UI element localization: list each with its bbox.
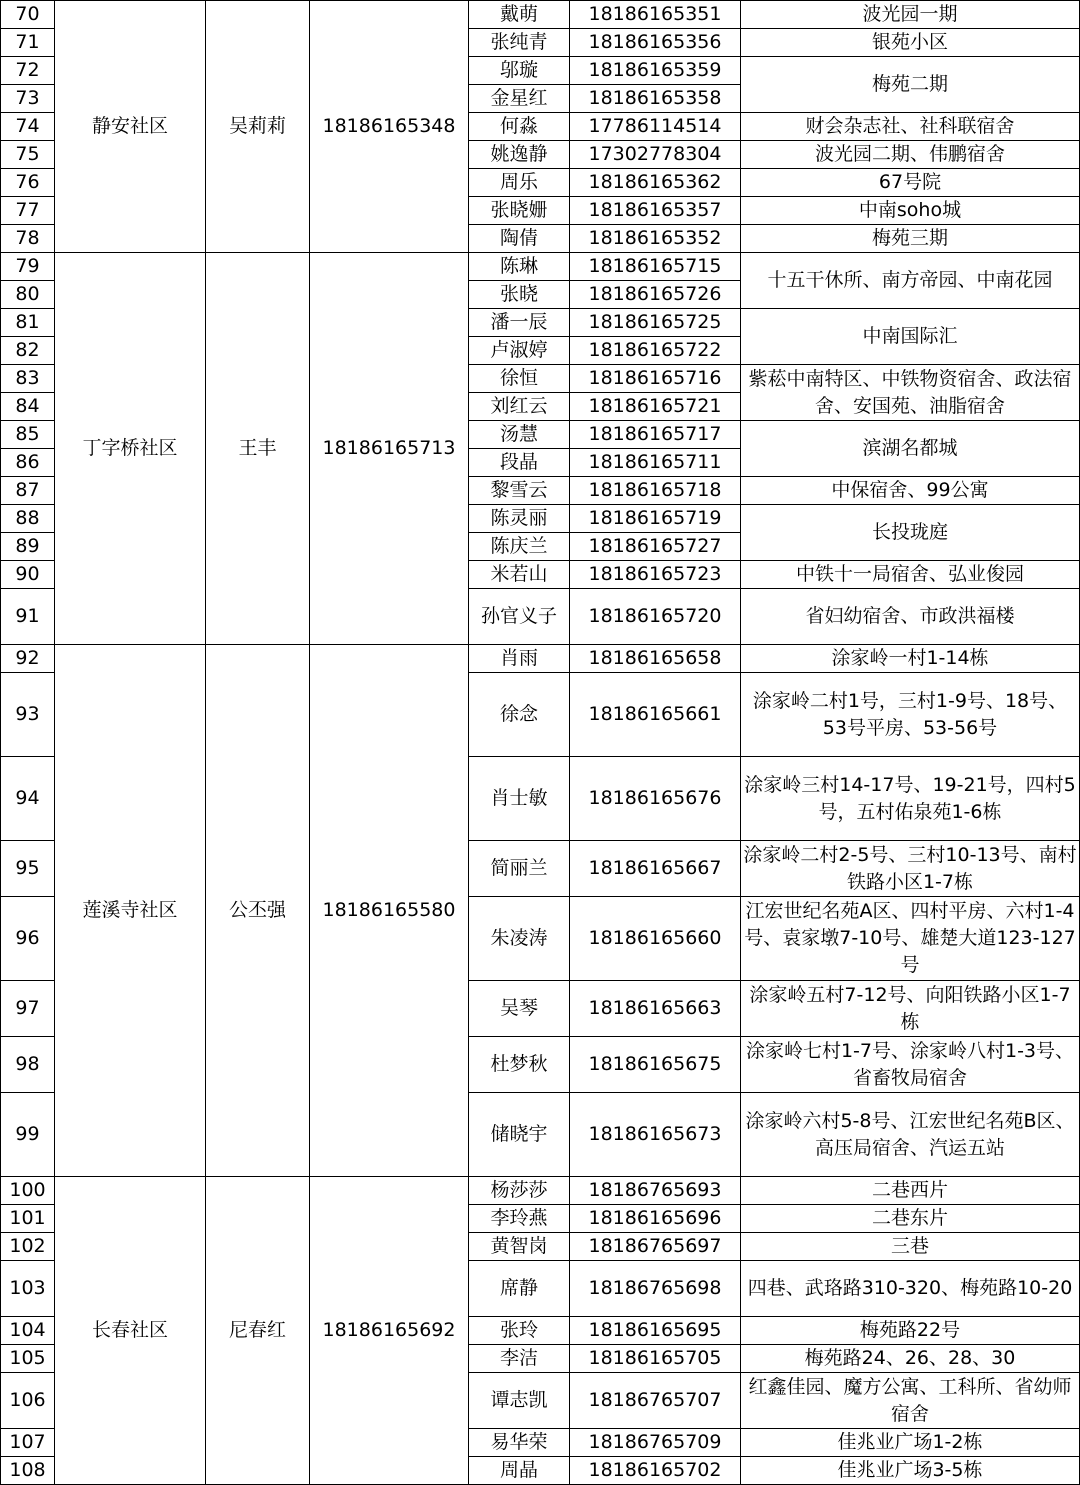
- leader-name: 尼春红: [206, 1177, 310, 1485]
- staff-phone: 18186165718: [570, 477, 741, 505]
- staff-name: 孙官义子: [469, 589, 570, 645]
- leader-name: 吴莉莉: [206, 1, 310, 253]
- leader-phone: 18186165580: [310, 645, 469, 1177]
- staff-name: 席静: [469, 1261, 570, 1317]
- service-area: 梅苑三期: [741, 225, 1080, 253]
- row-number: 77: [1, 197, 55, 225]
- row-number: 71: [1, 29, 55, 57]
- community-name: 长春社区: [55, 1177, 206, 1485]
- staff-phone: 18186765693: [570, 1177, 741, 1205]
- row-number: 80: [1, 281, 55, 309]
- staff-phone: 18186165720: [570, 589, 741, 645]
- service-area: 涂家岭五村7-12号、向阳铁路小区1-7栋: [741, 981, 1080, 1037]
- staff-phone: 18186165719: [570, 505, 741, 533]
- service-area: 梅苑路22号: [741, 1317, 1080, 1345]
- staff-phone: 18186165663: [570, 981, 741, 1037]
- staff-phone: 18186165362: [570, 169, 741, 197]
- row-number: 81: [1, 309, 55, 337]
- staff-phone: 17302778304: [570, 141, 741, 169]
- service-area: 梅苑路24、26、28、30: [741, 1345, 1080, 1373]
- community-name: 静安社区: [55, 1, 206, 253]
- staff-phone: 18186165661: [570, 673, 741, 757]
- staff-name: 陈庆兰: [469, 533, 570, 561]
- staff-phone: 18186165695: [570, 1317, 741, 1345]
- row-number: 95: [1, 841, 55, 897]
- staff-name: 黄智岗: [469, 1233, 570, 1261]
- staff-name: 刘红云: [469, 393, 570, 421]
- staff-name: 金星红: [469, 85, 570, 113]
- row-number: 89: [1, 533, 55, 561]
- staff-name: 周晶: [469, 1457, 570, 1485]
- row-number: 99: [1, 1093, 55, 1177]
- row-number: 78: [1, 225, 55, 253]
- service-area: 涂家岭七村1-7号、涂家岭八村1-3号、省畜牧局宿舍: [741, 1037, 1080, 1093]
- row-number: 107: [1, 1429, 55, 1457]
- row-number: 106: [1, 1373, 55, 1429]
- service-area: 四巷、武珞路310-320、梅苑路10-20: [741, 1261, 1080, 1317]
- staff-name: 简丽兰: [469, 841, 570, 897]
- staff-name: 段晶: [469, 449, 570, 477]
- row-number: 85: [1, 421, 55, 449]
- service-area: 十五干休所、南方帝园、中南花园: [741, 253, 1080, 309]
- row-number: 73: [1, 85, 55, 113]
- staff-phone: 18186165727: [570, 533, 741, 561]
- service-area: 67号院: [741, 169, 1080, 197]
- staff-name: 邬璇: [469, 57, 570, 85]
- staff-name: 易华荣: [469, 1429, 570, 1457]
- staff-phone: 18186165705: [570, 1345, 741, 1373]
- service-area: 红鑫佳园、魔方公寓、工科所、省幼师宿舍: [741, 1373, 1080, 1429]
- service-area: 梅苑二期: [741, 57, 1080, 113]
- staff-phone: 18186165358: [570, 85, 741, 113]
- row-number: 88: [1, 505, 55, 533]
- staff-phone: 18186165359: [570, 57, 741, 85]
- service-area: 中南国际汇: [741, 309, 1080, 365]
- row-number: 90: [1, 561, 55, 589]
- staff-phone: 18186165676: [570, 757, 741, 841]
- row-number: 93: [1, 673, 55, 757]
- row-number: 101: [1, 1205, 55, 1233]
- service-area: 财会杂志社、社科联宿舍: [741, 113, 1080, 141]
- service-area: 涂家岭二村1号，三村1-9号、18号、53号平房、53-56号: [741, 673, 1080, 757]
- staff-name: 潘一辰: [469, 309, 570, 337]
- staff-phone: 18186165715: [570, 253, 741, 281]
- row-number: 76: [1, 169, 55, 197]
- staff-name: 徐恒: [469, 365, 570, 393]
- row-number: 75: [1, 141, 55, 169]
- staff-phone: 18186165675: [570, 1037, 741, 1093]
- table-row: [1, 253, 1080, 281]
- service-area: 二巷西片: [741, 1177, 1080, 1205]
- staff-name: 陈灵丽: [469, 505, 570, 533]
- row-number: 100: [1, 1177, 55, 1205]
- staff-name: 汤慧: [469, 421, 570, 449]
- staff-name: 张晓: [469, 281, 570, 309]
- row-number: 102: [1, 1233, 55, 1261]
- contact-table-body: [1, 1, 1080, 1485]
- staff-name: 何淼: [469, 113, 570, 141]
- service-area: 波光园二期、伟鹏宿舍: [741, 141, 1080, 169]
- staff-name: 储晓宇: [469, 1093, 570, 1177]
- service-area: 银苑小区: [741, 29, 1080, 57]
- staff-name: 张晓姗: [469, 197, 570, 225]
- service-area: 中南soho城: [741, 197, 1080, 225]
- community-name: 丁字桥社区: [55, 253, 206, 645]
- leader-phone: 18186165692: [310, 1177, 469, 1485]
- staff-phone: 17786114514: [570, 113, 741, 141]
- leader-name: 王丰: [206, 253, 310, 645]
- staff-phone: 18186165702: [570, 1457, 741, 1485]
- staff-name: 米若山: [469, 561, 570, 589]
- service-area: 江宏世纪名苑A区、四村平房、六村1-4号、袁家墩7-10号、雄楚大道123-127号: [741, 897, 1080, 981]
- row-number: 82: [1, 337, 55, 365]
- row-number: 87: [1, 477, 55, 505]
- staff-phone: 18186165667: [570, 841, 741, 897]
- staff-phone: 18186165717: [570, 421, 741, 449]
- row-number: 72: [1, 57, 55, 85]
- staff-phone: 18186165351: [570, 1, 741, 29]
- row-number: 104: [1, 1317, 55, 1345]
- service-area: 二巷东片: [741, 1205, 1080, 1233]
- service-area: 中铁十一局宿舍、弘业俊园: [741, 561, 1080, 589]
- row-number: 97: [1, 981, 55, 1037]
- row-number: 74: [1, 113, 55, 141]
- staff-phone: 18186165658: [570, 645, 741, 673]
- staff-phone: 18186165716: [570, 365, 741, 393]
- service-area: 涂家岭一村1-14栋: [741, 645, 1080, 673]
- staff-phone: 18186165356: [570, 29, 741, 57]
- staff-phone: 18186165722: [570, 337, 741, 365]
- row-number: 70: [1, 1, 55, 29]
- staff-name: 周乐: [469, 169, 570, 197]
- service-area: 涂家岭二村2-5号、三村10-13号、南村铁路小区1-7栋: [741, 841, 1080, 897]
- service-area: 佳兆业广场1-2栋: [741, 1429, 1080, 1457]
- staff-name: 杜梦秋: [469, 1037, 570, 1093]
- row-number: 92: [1, 645, 55, 673]
- row-number: 96: [1, 897, 55, 981]
- service-area: 紫菘中南特区、中铁物资宿舍、政法宿舍、安国苑、油脂宿舍: [741, 365, 1080, 421]
- service-area: 中保宿舍、99公寓: [741, 477, 1080, 505]
- staff-name: 李玲燕: [469, 1205, 570, 1233]
- service-area: 波光园一期: [741, 1, 1080, 29]
- staff-name: 戴萌: [469, 1, 570, 29]
- community-name: 莲溪寺社区: [55, 645, 206, 1177]
- service-area: 三巷: [741, 1233, 1080, 1261]
- staff-phone: 18186765698: [570, 1261, 741, 1317]
- row-number: 91: [1, 589, 55, 645]
- staff-phone: 18186165721: [570, 393, 741, 421]
- staff-name: 陈琳: [469, 253, 570, 281]
- leader-name: 公丕强: [206, 645, 310, 1177]
- table-row: [1, 1177, 1080, 1205]
- row-number: 94: [1, 757, 55, 841]
- row-number: 105: [1, 1345, 55, 1373]
- staff-name: 谭志凯: [469, 1373, 570, 1429]
- staff-name: 朱凌涛: [469, 897, 570, 981]
- staff-phone: 18186165660: [570, 897, 741, 981]
- row-number: 98: [1, 1037, 55, 1093]
- staff-phone: 18186165711: [570, 449, 741, 477]
- staff-phone: 18186165696: [570, 1205, 741, 1233]
- service-area: 长投珑庭: [741, 505, 1080, 561]
- staff-phone: 18186165352: [570, 225, 741, 253]
- staff-phone: 18186765709: [570, 1429, 741, 1457]
- staff-phone: 18186765697: [570, 1233, 741, 1261]
- table-row: [1, 645, 1080, 673]
- row-number: 84: [1, 393, 55, 421]
- staff-name: 肖士敏: [469, 757, 570, 841]
- service-area: 滨湖名都城: [741, 421, 1080, 477]
- staff-phone: 18186165725: [570, 309, 741, 337]
- staff-name: 徐念: [469, 673, 570, 757]
- table-row: [1, 1, 1080, 29]
- staff-name: 陶倩: [469, 225, 570, 253]
- staff-name: 卢淑婷: [469, 337, 570, 365]
- service-area: 涂家岭三村14-17号、19-21号，四村5号，五村佑泉苑1-6栋: [741, 757, 1080, 841]
- row-number: 108: [1, 1457, 55, 1485]
- staff-name: 张玲: [469, 1317, 570, 1345]
- row-number: 83: [1, 365, 55, 393]
- staff-phone: 18186165723: [570, 561, 741, 589]
- staff-name: 吴琴: [469, 981, 570, 1037]
- service-area: 佳兆业广场3-5栋: [741, 1457, 1080, 1485]
- staff-name: 杨莎莎: [469, 1177, 570, 1205]
- staff-phone: 18186765707: [570, 1373, 741, 1429]
- row-number: 86: [1, 449, 55, 477]
- service-area: 省妇幼宿舍、市政洪福楼: [741, 589, 1080, 645]
- staff-phone: 18186165673: [570, 1093, 741, 1177]
- leader-phone: 18186165713: [310, 253, 469, 645]
- staff-name: 李洁: [469, 1345, 570, 1373]
- staff-phone: 18186165357: [570, 197, 741, 225]
- staff-name: 黎雪云: [469, 477, 570, 505]
- row-number: 79: [1, 253, 55, 281]
- staff-phone: 18186165726: [570, 281, 741, 309]
- staff-name: 姚逸静: [469, 141, 570, 169]
- leader-phone: 18186165348: [310, 1, 469, 253]
- staff-name: 肖雨: [469, 645, 570, 673]
- staff-name: 张纯青: [469, 29, 570, 57]
- row-number: 103: [1, 1261, 55, 1317]
- service-area: 涂家岭六村5-8号、江宏世纪名苑B区、高压局宿舍、汽运五站: [741, 1093, 1080, 1177]
